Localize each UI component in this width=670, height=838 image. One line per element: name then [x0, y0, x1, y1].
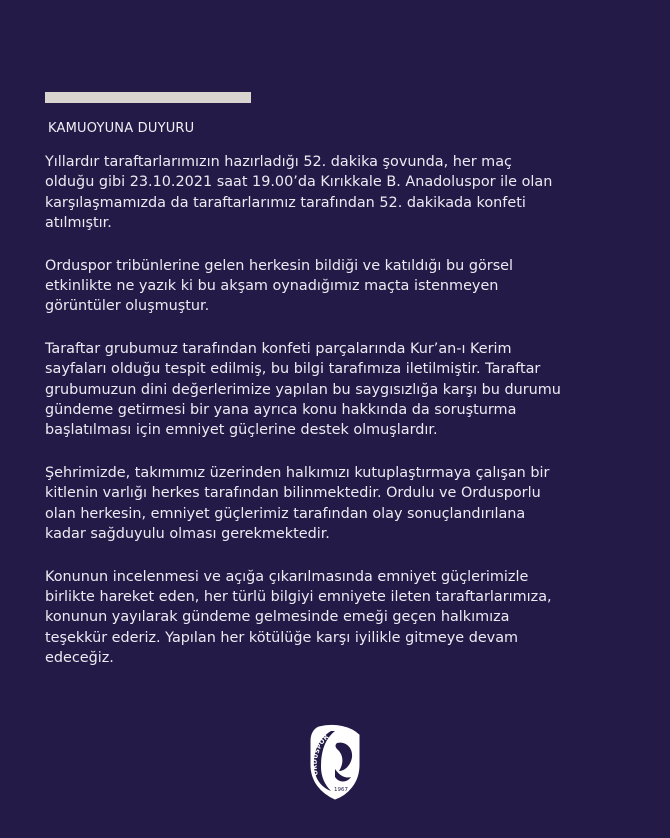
- top-divider-bar: [45, 92, 251, 103]
- paragraph-2: Orduspor tribünlerine gelen herkesin bildiği ve katıldığı bu görsel etkinlikte ne yazık ki bu akşam oynadığımız maçta istenmeyen görüntüler oluşmuştur.: [45, 257, 514, 315]
- announcement-title: KAMUOYUNA DUYURU: [48, 121, 195, 136]
- crest-text: ORDUSPOR: [311, 733, 331, 777]
- paragraph-5: Konunun incelenmesi ve açığa çıkarılmasında emniyet güçlerimizle birlikte hareket eden, her türlü bilgiyi emniyete ileten taraftarlarımıza, konunun yayılarak gündeme gelmesinde emeği geçen halkımıza teşekkür ederiz. Yapılan her kötülüğe karşı iyilikle gitmeye devam edeceğiz.: [45, 568, 552, 667]
- paragraph-1: Yıllardır taraftarlarımızın hazırladığı 52. dakika şovunda, her maç olduğu gibi 23.10.2021 saat 19.00’da Kırıkkale B. Anadoluspor ile olan karşılaşmamızda da taraftarlarımız tarafından 52. dakikada konfeti atılmıştır.: [45, 154, 553, 232]
- paragraph-4: Şehrimizde, takımımız üzerinden halkımızı kutuplaştırmaya çalışan bir kitlenin varlığı herkes tarafından bilinmektedir. Ordulu ve Ordusporlu olan herkesin, emniyet güçlerimiz tarafından olay sonuçlandırılana kadar sağduyulu olması gerekmektedir.: [45, 464, 550, 543]
- orduspor-crest-icon: [305, 721, 365, 801]
- crest-year: 1967: [334, 787, 348, 793]
- paragraph-3: Taraftar grubumuz tarafından konfeti parçalarında Kur’an-ı Kerim sayfaları olduğu tespit edilmiş, bu bilgi tarafımıza iletilmiştir. Taraftar grubumuzun dini değerlerimize yapılan bu saygısızlığa karşı bu durumu gündeme getirmesi bir yana ayrıca konu hakkında da soruşturma başlatılması için emniyet güçlerine destek olmuşlardır.: [45, 340, 561, 439]
- announcement-body: [45, 152, 635, 691]
